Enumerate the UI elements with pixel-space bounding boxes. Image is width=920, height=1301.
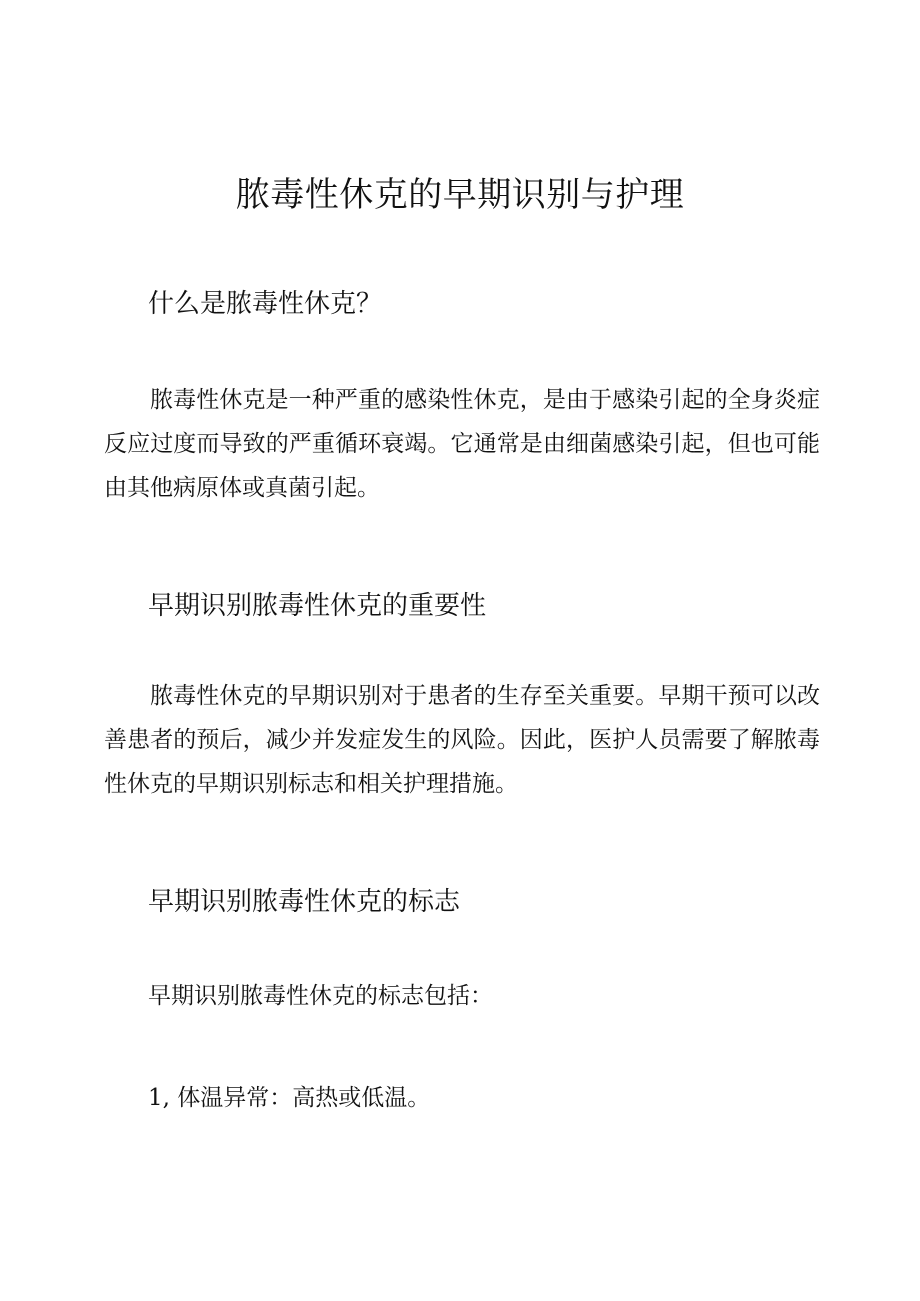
section-heading-what-is-septic-shock: 什么是脓毒性休克？ [148,289,383,319]
section-paragraph-definition: 脓毒性休克是一种严重的感染性休克，是由于感染引起的全身炎症反应过度而导致的严重循环衰竭。它通常是由细菌感染引起，但也可能由其他病原体或真菌引起。 [104,387,820,501]
section-heading-signs: 早期识别脓毒性休克的标志 [148,887,461,917]
section-paragraph-importance: 脓毒性休克的早期识别对于患者的生存至关重要。早期干预可以改善患者的预后，减少并发症发生的风险。因此，医护人员需要了解脓毒性休克的早期识别标志和相关护理措施。 [104,683,820,797]
document-title: 脓毒性休克的早期识别与护理 [235,175,685,215]
signs-list-item: 1, 体温异常：高热或低温。 [148,1085,431,1111]
section-heading-importance: 早期识别脓毒性休克的重要性 [148,591,487,621]
signs-intro: 早期识别脓毒性休克的标志包括： [148,983,493,1009]
